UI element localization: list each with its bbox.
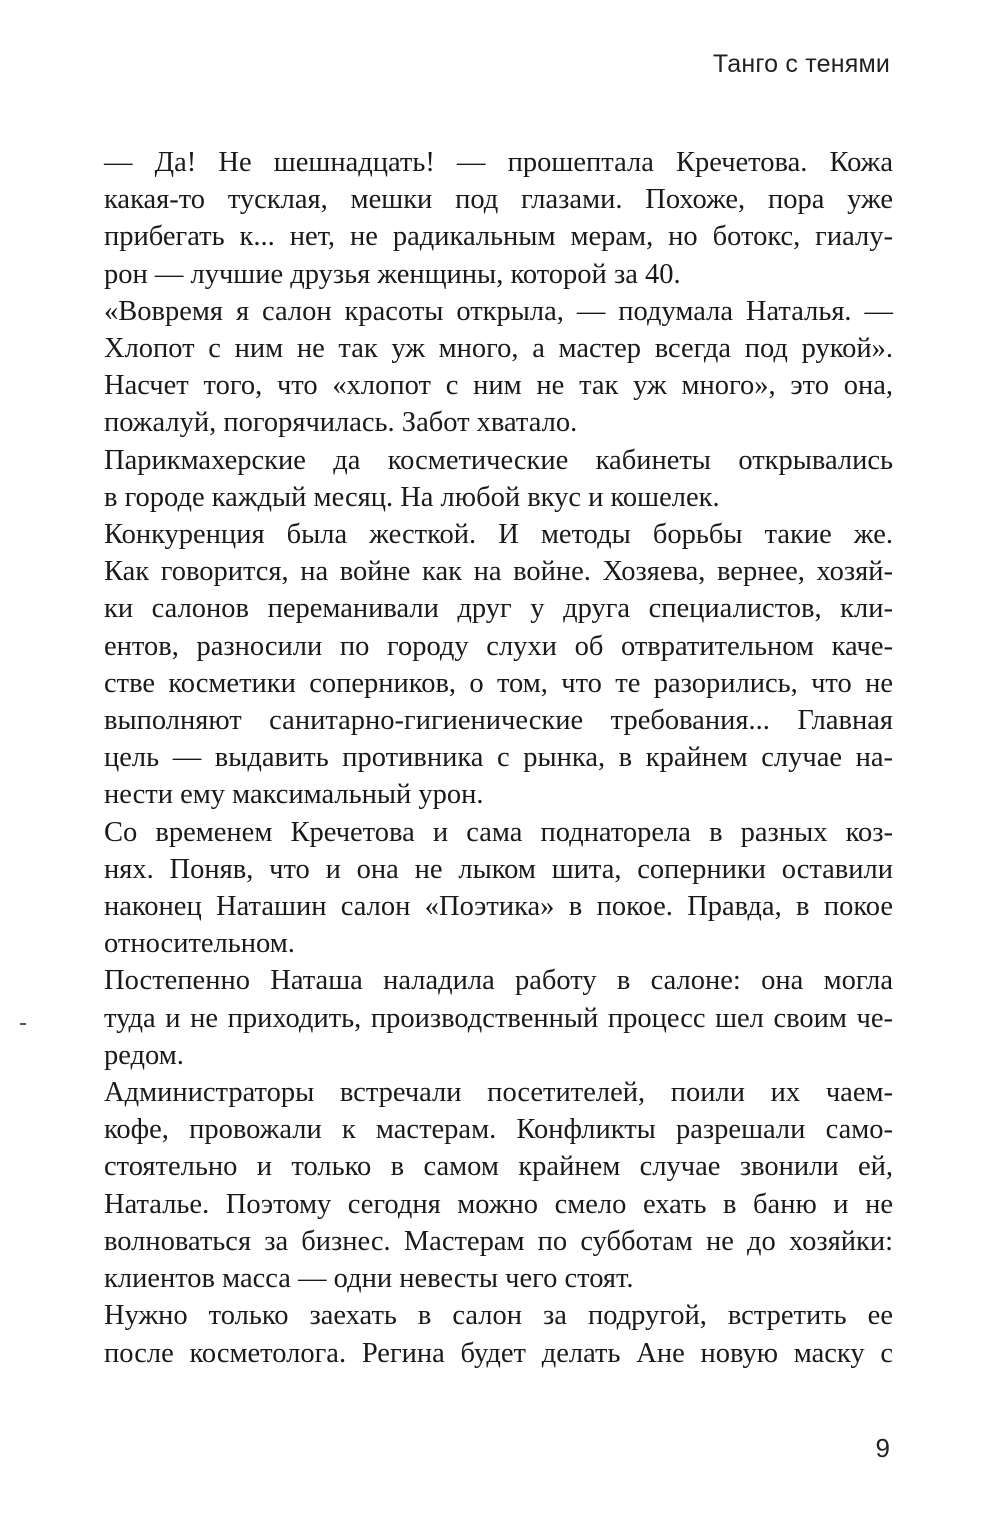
text-line: наконец Наташин салон «Поэтика» в покое. Правда, в покое bbox=[104, 891, 893, 923]
text-line: «Вовремя я салон красоты открыла, — подумала Наталья. — bbox=[104, 295, 893, 327]
text-line: цель — выдавить противника с рынка, в крайнем случае на- bbox=[104, 742, 893, 774]
text-line: — Да! Не шешнадцать! — прошептала Кречетова. Кожа bbox=[104, 147, 893, 178]
text-line: нях. Поняв, что и она не лыком шита, соперники оставили bbox=[104, 853, 893, 885]
text-line: Парикмахерские да косметические кабинеты открывались bbox=[104, 444, 893, 476]
text-line: Насчет того, что «хлопот с ним не так уж много», это она, bbox=[104, 370, 893, 402]
text-line: после косметолога. Регина будет делать Ане новую маску с bbox=[104, 1337, 893, 1369]
margin-mark bbox=[20, 1023, 26, 1025]
body-text bbox=[76, 144, 893, 1372]
paragraph bbox=[76, 367, 893, 441]
text-line: какая-то тусклая, мешки под глазами. Похоже, пора уже bbox=[104, 184, 893, 216]
text-line: стве косметики соперников, о том, что те разорились, что не bbox=[104, 667, 893, 699]
text-line: пожалуй, погорячилась. Забот хватало. bbox=[104, 407, 578, 439]
paragraph bbox=[76, 516, 893, 814]
text-line: относительном. bbox=[104, 928, 295, 960]
paragraph bbox=[76, 814, 893, 963]
text-line: Администраторы встречали посетителей, поили их чаем- bbox=[104, 1077, 893, 1109]
text-line: Как говорится, на войне как на войне. Хозяева, вернее, хозяй- bbox=[104, 556, 893, 588]
text-line: волноваться за бизнес. Мастерам по субботам не до хозяйки: bbox=[104, 1225, 893, 1257]
running-header: Танго с тенями bbox=[712, 50, 890, 78]
paragraph bbox=[76, 1074, 893, 1297]
text-line: Нужно только заехать в салон за подругой, встретить ее bbox=[104, 1300, 893, 1332]
paragraph bbox=[76, 1297, 893, 1371]
text-line: Со временем Кречетова и сама поднаторела в разных коз- bbox=[104, 816, 893, 848]
text-line: стоятельно и только в самом крайнем случае звонили ей, bbox=[104, 1151, 893, 1183]
text-line: клиентов масса — одни невесты чего стоят. bbox=[104, 1263, 634, 1295]
text-line: кофе, провожали к мастерам. Конфликты разрешали само- bbox=[104, 1114, 893, 1146]
paragraph bbox=[76, 442, 893, 516]
text-line: Постепенно Наташа наладила работу в салоне: она могла bbox=[104, 965, 893, 997]
text-line: прибегать к... нет, не радикальным мерам, но ботокс, гиалу- bbox=[104, 221, 893, 253]
text-line: Хлопот с ним не так уж много, а мастер всегда под рукой». bbox=[104, 333, 893, 365]
text-line: выполняют санитарно-гигиенические требования... Главная bbox=[104, 705, 893, 737]
text-line: ки салонов переманивали друг у друга специалистов, кли- bbox=[104, 593, 893, 625]
text-line: в городе каждый месяц. На любой вкус и кошелек. bbox=[104, 481, 720, 513]
text-line: редом. bbox=[104, 1039, 184, 1071]
text-line: нести ему максимальный урон. bbox=[104, 779, 484, 811]
text-line: туда и не приходить, производственный процесс шел своим че- bbox=[104, 1002, 893, 1034]
text-line: ентов, разносили по городу слухи об отвратительном каче- bbox=[104, 630, 893, 662]
paragraph bbox=[76, 144, 893, 293]
paragraph bbox=[76, 962, 893, 1074]
text-line: Наталье. Поэтому сегодня можно смело ехать в баню и не bbox=[104, 1188, 893, 1220]
page-number: 9 bbox=[875, 1433, 890, 1463]
paragraph bbox=[76, 293, 893, 367]
text-line: рон — лучшие друзья женщины, которой за 40. bbox=[104, 258, 681, 290]
text-line: Конкуренция была жесткой. И методы борьбы такие же. bbox=[104, 519, 893, 551]
